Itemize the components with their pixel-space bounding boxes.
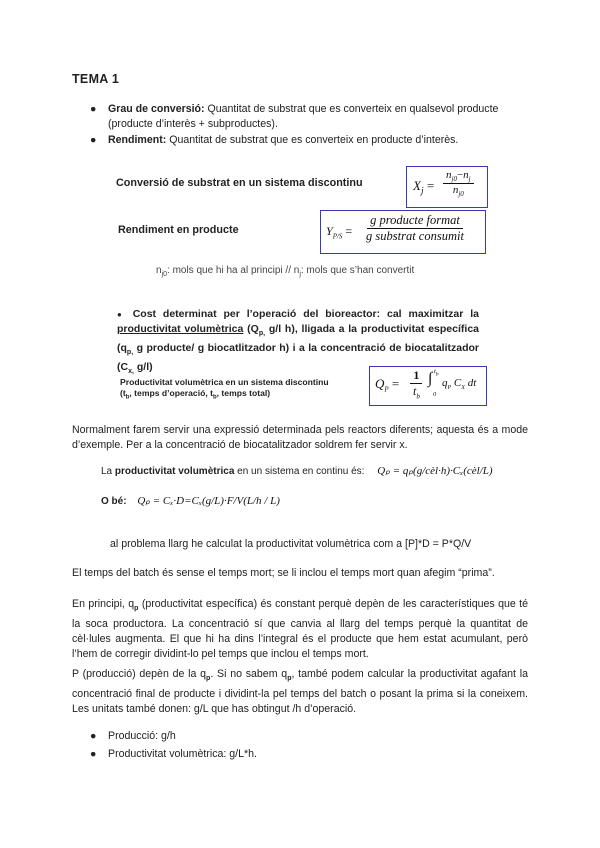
bullet-icon: ●	[90, 134, 97, 146]
bullet-icon: ●	[90, 103, 97, 115]
eq3-label-sub2: b	[212, 394, 217, 401]
term: Grau de conversió:	[108, 103, 205, 115]
para4-a: P (producció) depèn de la q	[72, 668, 207, 680]
calc-line: al problema llarg he calculat la productivitat volumètrica com a [P]*D = P*Q/V	[110, 538, 472, 550]
paragraph-batch: El temps del batch és sense el temps mort; se li inclou el temps mort quan afegim “prima”.	[72, 567, 495, 579]
paragraph-normalment: Normalment farem servir una expressió determinada pels reactors diferents; aquesta és a mode d’exemple. Per a la concentració de biocatalitzador soldrem fer servir x.	[72, 424, 528, 452]
eq1-label: Conversió de substrat en un sistema discontinu	[116, 177, 363, 189]
bullet-icon: ●	[117, 310, 126, 319]
paragraph-produccio	[72, 667, 528, 717]
eq3-lhs: Q	[375, 376, 385, 391]
eq2-den: g substrat consumit	[366, 229, 464, 243]
list-item	[86, 728, 257, 745]
eq3-label-line1: Productivitat volumètrica en un sistema discontinu	[120, 377, 329, 387]
list-item	[86, 746, 257, 763]
unit-produccio: Producció: g/h	[108, 730, 176, 742]
note-b: : mols que hi ha al principi // n	[167, 265, 300, 276]
para3-a: En principi, q	[72, 598, 135, 610]
eq3-integrand-sub: P	[447, 385, 452, 392]
eq1-den-sub: j0	[458, 190, 464, 199]
eq2-label: Rendiment en producte	[118, 224, 239, 236]
eq4-formula: Qₚ = qₚ(g/cèl·h)·Cₓ(cèl/L)	[377, 465, 493, 477]
definitions-list	[86, 102, 531, 149]
eq1-fraction	[443, 169, 474, 198]
eq1-den: n	[452, 184, 459, 197]
eq3-cx-sub: X	[461, 385, 465, 392]
eq2-box: $Y_{P/S}$ = g producte format g substrat consumit	[320, 210, 486, 254]
eq5-pre: O bé:	[101, 496, 127, 507]
para3-sub: p	[134, 605, 139, 613]
eq3-dt: dt	[467, 377, 477, 389]
eq2-lhs: Y	[326, 224, 333, 238]
para4-c: , també podem calcular la productivitat agafant la concentració final de producte i dividint-la pel temps del batch o posant la prima si la coneixem. Les unitats també donen: g/L que has obtingut /h d’operació.	[72, 668, 529, 715]
eq3-tb-sub: b	[416, 392, 420, 401]
eq4-line	[101, 464, 493, 479]
eq1-minus: −	[456, 169, 464, 181]
eq3-upper-sub: b	[435, 371, 439, 378]
eq1-num2-sub: j	[468, 175, 471, 184]
list-item	[86, 102, 531, 132]
eq3-label-sub: b	[125, 394, 130, 401]
eq1-box: $X_j$ = $\frac{n_{j0}-n_j}{n_{j0}}$	[406, 166, 488, 208]
eq1-num: n	[446, 169, 452, 181]
cost-t4: g/l h), lligada a la productivitat específica (q	[117, 323, 479, 355]
eq3-lhs-sub: P	[384, 385, 389, 394]
eq3-label-c: , temps total)	[216, 388, 271, 398]
eq3-one: 1	[410, 368, 422, 384]
definition: Quantitat de substrat que es converteix en producte d’interès.	[169, 134, 459, 146]
para4-b: . Si no sabem q	[210, 668, 288, 680]
eq3-label	[120, 377, 329, 404]
cost-t5-sub: x,	[128, 368, 134, 376]
cost-t2: productivitat volumètrica	[117, 323, 244, 335]
eq3-fraction	[410, 368, 423, 400]
eq4-post: en un sistema en continu és:	[237, 466, 365, 477]
eq1-num2: n	[463, 169, 469, 181]
eq3-tb: t	[413, 384, 417, 398]
page-title: TEMA 1	[72, 72, 120, 86]
eq2-lhs-sub: P/S	[332, 232, 343, 241]
note-a-sub: j0	[161, 271, 168, 278]
eq1-num-sub: j0	[451, 175, 457, 184]
cost-t6: g/l)	[136, 361, 153, 374]
eq3-integrand: q	[442, 377, 448, 389]
eq3-lower: 0	[433, 391, 437, 398]
unit-productivitat: Productivitat volumètrica: g/L*h.	[108, 748, 257, 760]
eq1-lhs: X	[413, 178, 421, 193]
cost-t3-sub: p,	[258, 330, 266, 338]
eq2-num: g producte format	[367, 213, 463, 229]
units-list	[86, 728, 257, 764]
paragraph-en-principi	[72, 597, 528, 663]
term: Rendiment:	[108, 134, 167, 146]
note-a: n	[156, 265, 162, 276]
note-c: : mols que s’han convertit	[300, 265, 415, 276]
cost-t5: g producte/ g biocatlitzador h) i a la concentració de biocatalitzador (C	[117, 342, 479, 374]
eq4-pre: La	[101, 466, 113, 477]
eq3-upper: t	[434, 368, 436, 375]
note-b-sub: j	[299, 271, 301, 278]
para4-sub1: p	[206, 675, 211, 683]
cost-t4-sub: p,	[126, 349, 134, 357]
eq3-cx: C	[453, 377, 462, 389]
list-item	[86, 133, 531, 148]
cost-t3: (Q	[247, 323, 259, 335]
eq5-formula: Qₚ = Cₓ·D=Cₓ(g/L)·F/V(L/h / L)	[137, 495, 280, 507]
bullet-icon: ●	[90, 730, 97, 742]
para3-b: (productivitat específica) és constant perquè depèn de les característiques que té la soca productora. La concentració sí que canvia al llarg del temps perquè la quantitat de cèl·lules augmenta. El que hi ha dins l’integral és el producte que hem estat acumulant, però l’hem de corregir dividint-lo pel temps que inclou el temps mort.	[72, 598, 528, 661]
para4-sub2: p	[287, 675, 292, 683]
eq2-fraction	[363, 213, 467, 244]
eq5-line	[101, 494, 280, 509]
eq1-lhs-sub: j	[420, 186, 424, 197]
eq3-label-a: (t	[120, 388, 126, 398]
eq4-bold: productivitat volumètrica	[114, 466, 235, 477]
mols-note	[156, 265, 414, 278]
definition: Quantitat de substrat que es converteix en qualsevol producte (producte d’interès + subproductes).	[108, 103, 499, 130]
bullet-icon: ●	[90, 748, 97, 760]
cost-t1: Cost determinat per l’operació del bioreactor: cal maximitzar la	[132, 308, 479, 320]
eq3-label-b: , temps d’operació, t	[129, 388, 213, 398]
integral-icon: ∫	[428, 370, 433, 387]
eq3-box: $Q_P$ = $\frac{1}{t_b}$ ∫ $t_b$ 0 $q_P$ $C_X$ dt	[369, 366, 487, 406]
